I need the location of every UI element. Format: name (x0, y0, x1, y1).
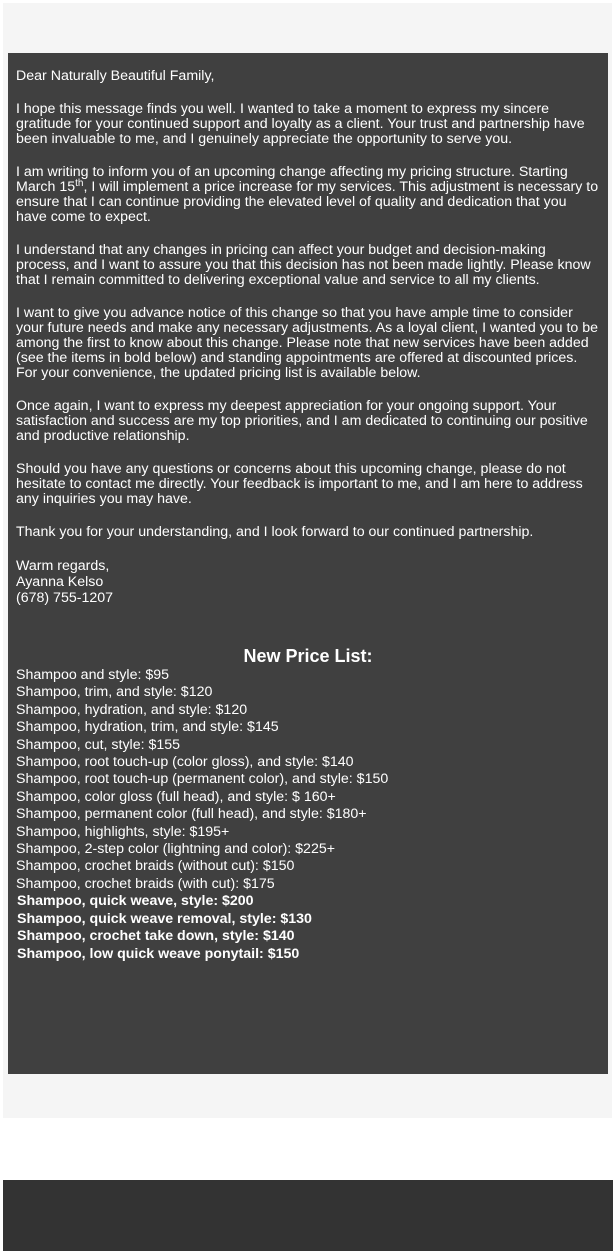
price-item: Shampoo, hydration, trim, and style: $145 (16, 719, 279, 736)
price-item: Shampoo, crochet braids (without cut): $150 (16, 858, 295, 875)
new-service-price-item: Shampoo, low quick weave ponytail: $150 (17, 945, 300, 962)
new-service-price-item: Shampoo, crochet take down, style: $140 (17, 928, 295, 945)
paragraph-2-start: I am writing to inform you of an upcoming change affecting my pricing structure. Starting March 15 (16, 164, 568, 195)
new-service-price-item: Shampoo, quick weave, style: $200 (17, 893, 254, 910)
letter-paragraph-2 (16, 165, 600, 225)
email-outer-container (3, 3, 612, 1118)
letter-paragraph-1: I hope this message finds you well. I wanted to take a moment to express my sincere gratitude for your continued support and loyalty as a client. Your trust and partnership have been invaluable to me, and I genuinely appreciate the opportunity to serve you. (16, 101, 585, 147)
price-item: Shampoo, 2-step color (lightning and color): $225+ (16, 841, 336, 858)
sender-name: Ayanna Kelso (16, 574, 104, 590)
price-list-title: New Price List: (243, 646, 373, 666)
price-item: Shampoo, root touch-up (color gloss), and style: $140 (16, 754, 354, 771)
price-item: Shampoo, permanent color (full head), and style: $180+ (16, 806, 367, 823)
price-item: Shampoo, trim, and style: $120 (16, 684, 213, 701)
letter-paragraph-3: I understand that any changes in pricing can affect your budget and decision-making process, and I want to assure you that this decision has not been made lightly. Please know that I remain committed to delivering exceptional value and service to all my clients. (16, 242, 591, 288)
closing-line: Warm regards, (16, 558, 110, 574)
email-footer-bar (3, 1180, 613, 1251)
price-item: Shampoo, root touch-up (permanent color), and style: $150 (16, 771, 389, 788)
letter-paragraph-7: Thank you for your understanding, and I look forward to our continued partnership. (16, 524, 534, 540)
letter-paragraph-6: Should you have any questions or concerns about this upcoming change, please do not hesitate to contact me directly. Your feedback is important to me, and I am here to address any inquiries you may have. (16, 461, 583, 507)
price-item: Shampoo, cut, style: $155 (16, 736, 181, 753)
price-item: Shampoo and style: $95 (16, 667, 170, 683)
paragraph-2-end: , I will implement a price increase for my services. This adjustment is necessary to ensure that I can continue providing the elevated level of quality and dedication that you have come to expect. (16, 179, 599, 225)
signature-block (16, 558, 600, 606)
letter-greeting: Dear Naturally Beautiful Family, (16, 68, 215, 84)
price-item: Shampoo, highlights, style: $195+ (16, 823, 230, 840)
sender-phone: (678) 755-1207 (16, 590, 114, 606)
price-item: Shampoo, hydration, and style: $120 (16, 701, 248, 718)
price-item: Shampoo, color gloss (full head), and style: $ 160+ (16, 788, 336, 805)
new-service-price-item: Shampoo, quick weave removal, style: $130 (17, 910, 312, 927)
ordinal-suffix: th (75, 178, 84, 189)
price-item: Shampoo, crochet braids (with cut): $175 (16, 875, 275, 892)
letter-paragraph-4: I want to give you advance notice of this change so that you have ample time to consider your future needs and make any necessary adjustments. As a loyal client, I wanted you to be among the first to know about this change. Please note that new services have been added (see the items in bold below) and standing appointments are offered at discounted prices. For your convenience, the updated pricing list is available below. (16, 305, 599, 381)
letter-paragraph-5: Once again, I want to express my deepest appreciation for your ongoing support. Your satisfaction and success are my top priorities, and I am dedicated to continuing our positive and productive relationship. (16, 398, 588, 444)
email-message-card (8, 53, 608, 1074)
price-list (16, 667, 600, 963)
